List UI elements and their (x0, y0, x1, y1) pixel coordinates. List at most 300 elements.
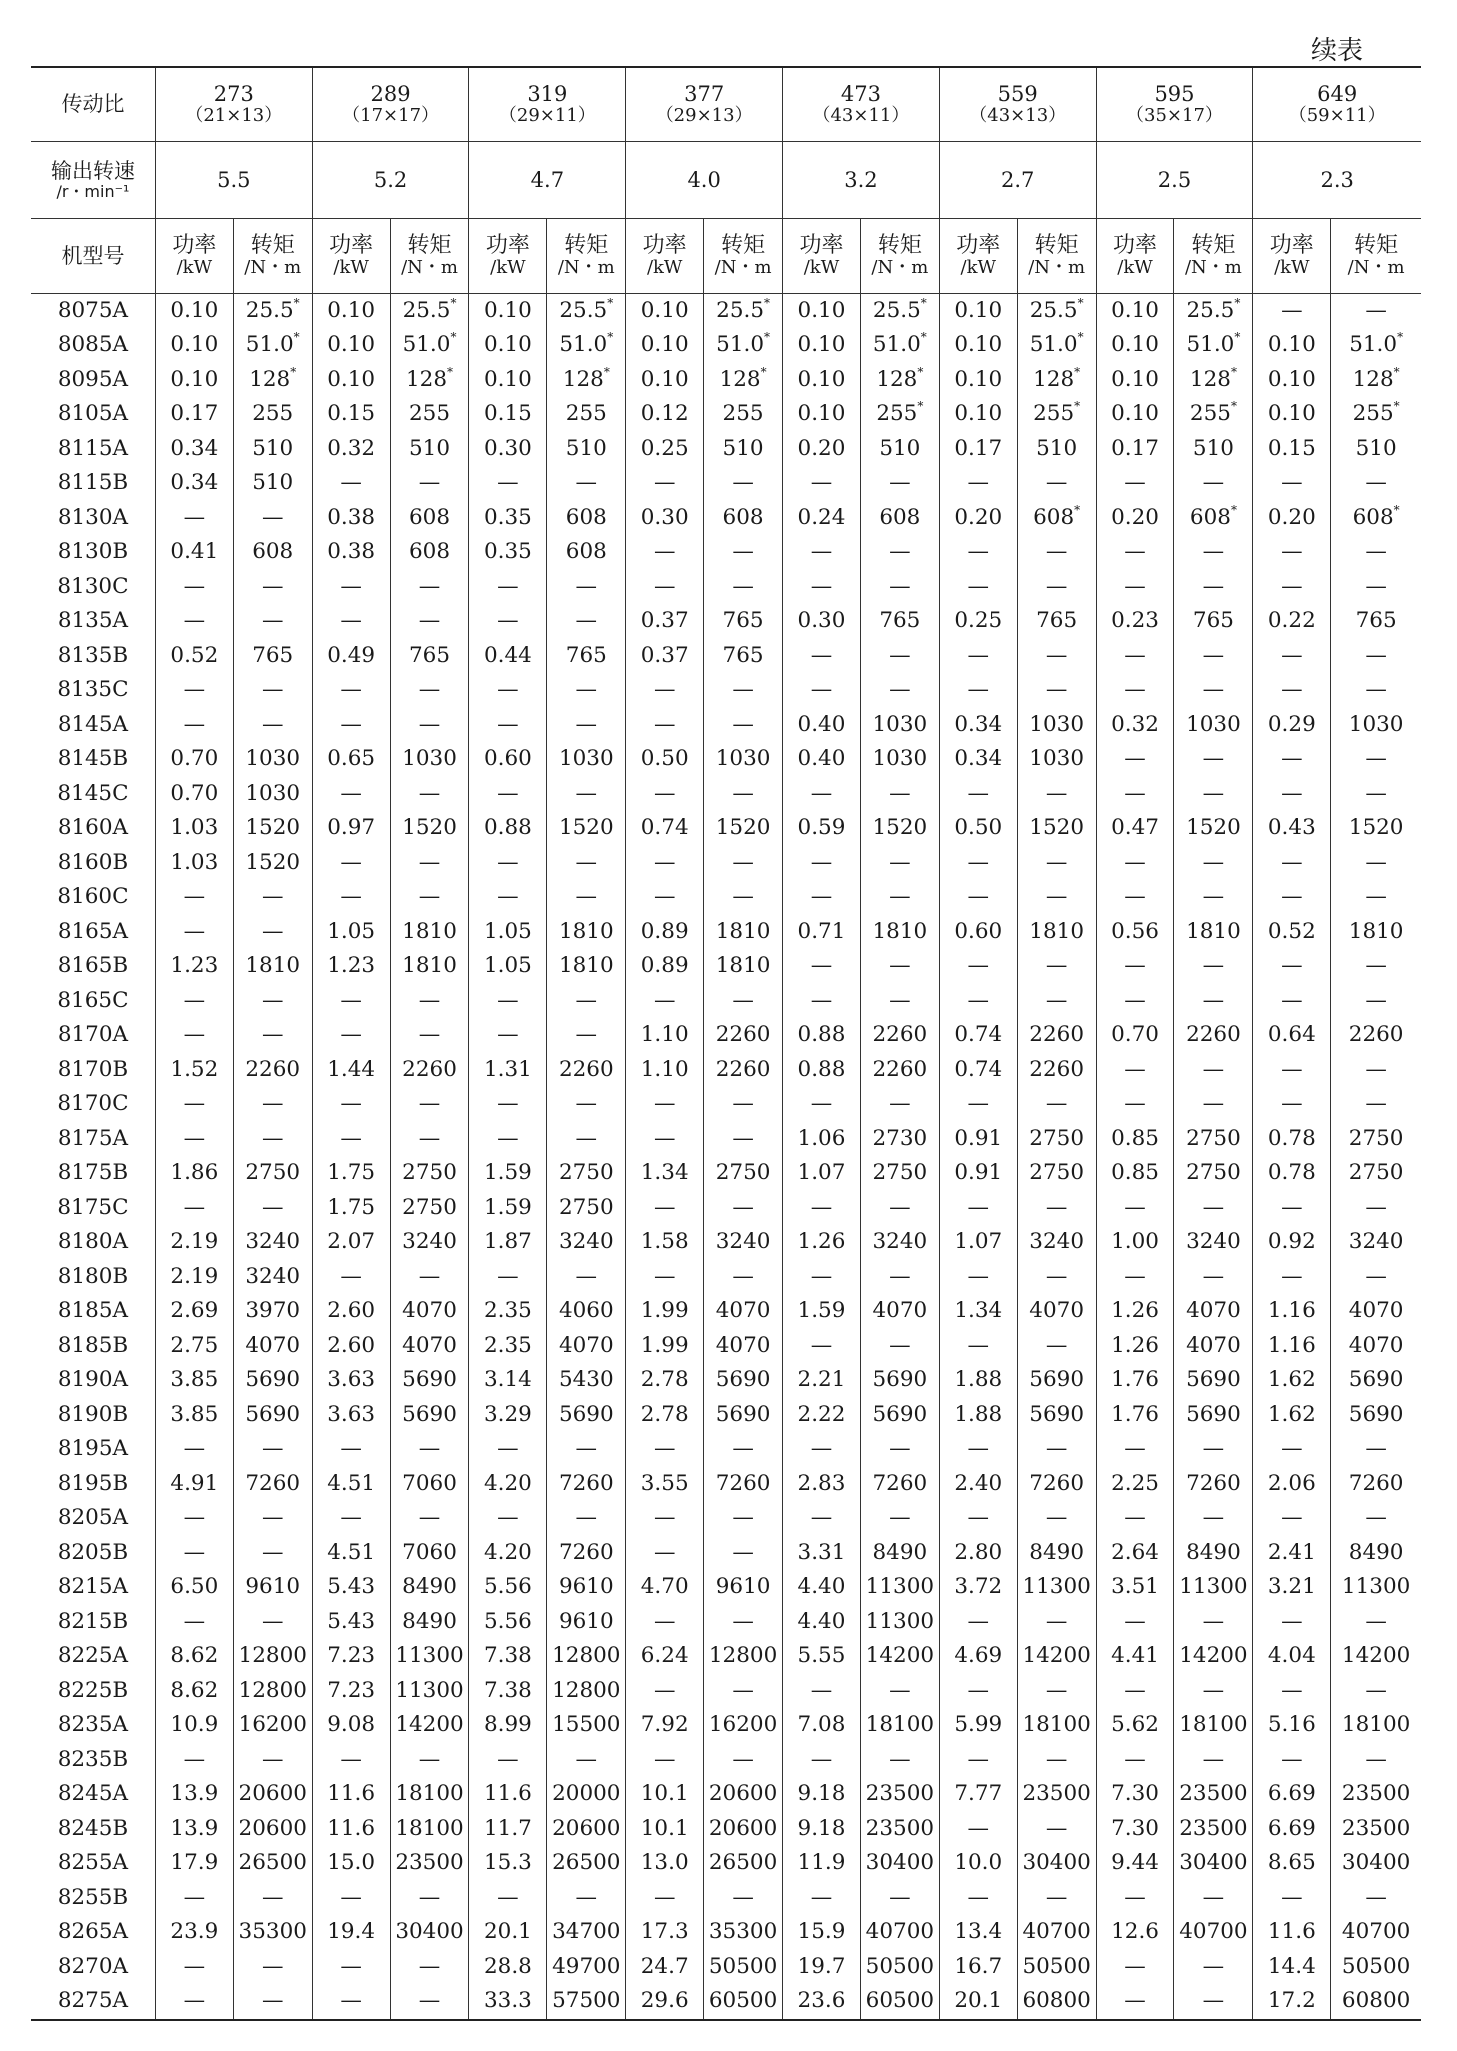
torque-cell: 608* (1174, 501, 1253, 536)
power-cell: — (626, 1536, 704, 1571)
torque-cell: 4070 (233, 1329, 312, 1364)
power-cell: 1.07 (939, 1226, 1017, 1261)
torque-cell: 20600 (704, 1778, 783, 1813)
torque-cell: 30400 (1331, 1847, 1421, 1882)
power-cell: — (155, 984, 233, 1019)
power-cell: 0.15 (469, 398, 547, 433)
model-cell: 8130B (57, 539, 129, 565)
power-cell: — (783, 881, 861, 916)
power-cell: 2.35 (469, 1329, 547, 1364)
torque-cell: 1520 (390, 812, 469, 847)
speed-value: 5.2 (312, 142, 469, 219)
torque-cell: 2750 (1174, 1122, 1253, 1157)
torque-cell: 8490 (390, 1605, 469, 1640)
table-row (31, 1916, 1421, 1951)
torque-cell: 26500 (547, 1847, 626, 1882)
power-cell: — (1096, 1605, 1174, 1640)
torque-cell: 3240 (233, 1226, 312, 1261)
power-cell: — (155, 708, 233, 743)
power-cell: 0.30 (783, 605, 861, 640)
power-cell: 5.56 (469, 1605, 547, 1640)
torque-cell: — (1331, 294, 1421, 329)
torque-cell: — (1174, 1881, 1253, 1916)
power-cell: 2.40 (939, 1467, 1017, 1502)
power-cell: 4.40 (783, 1571, 861, 1606)
torque-cell: — (547, 1433, 626, 1468)
torque-cell: — (704, 777, 783, 812)
torque-cell: 11300 (390, 1674, 469, 1709)
power-cell: — (939, 1191, 1017, 1226)
power-cell: 0.49 (312, 639, 390, 674)
torque-cell: 23500 (860, 1778, 939, 1813)
power-cell: 9.18 (783, 1778, 861, 1813)
torque-cell: — (547, 881, 626, 916)
power-cell: 13.9 (155, 1778, 233, 1813)
power-cell: — (939, 639, 1017, 674)
power-cell: 7.23 (312, 1674, 390, 1709)
ratio-value: 649 (1317, 82, 1358, 107)
torque-cell: 60500 (704, 1985, 783, 2021)
model-cell: 8145B (57, 746, 129, 772)
power-cell: — (626, 1674, 704, 1709)
torque-cell: — (390, 777, 469, 812)
torque-cell: 40700 (860, 1916, 939, 1951)
torque-cell: — (233, 1985, 312, 2021)
torque-cell: 1810 (390, 950, 469, 985)
torque-unit: /N・m (714, 257, 772, 279)
torque-cell: — (860, 1260, 939, 1295)
power-cell: — (626, 881, 704, 916)
power-unit-header (1096, 219, 1174, 294)
power-cell: — (1253, 467, 1331, 502)
torque-cell: 7060 (390, 1467, 469, 1502)
power-cell: 1.99 (626, 1329, 704, 1364)
torque-cell: — (233, 1433, 312, 1468)
torque-cell: — (233, 1536, 312, 1571)
model-cell: 8180B (57, 1263, 129, 1289)
torque-cell: — (233, 1950, 312, 1985)
power-cell: 0.89 (626, 950, 704, 985)
power-cell: 0.10 (1096, 329, 1174, 364)
torque-cell: 608* (1331, 501, 1421, 536)
ratio-value: 559 (997, 82, 1038, 107)
power-cell: 0.15 (312, 398, 390, 433)
power-cell: 0.85 (1096, 1157, 1174, 1192)
power-cell: 1.16 (1253, 1295, 1331, 1330)
table-row (31, 1709, 1421, 1744)
power-cell: — (1096, 984, 1174, 1019)
ratio-header-row (31, 67, 1421, 142)
power-cell: 28.8 (469, 1950, 547, 1985)
torque-cell: 4070 (1174, 1329, 1253, 1364)
power-cell: 20.1 (939, 1985, 1017, 2021)
torque-cell: 2750 (1017, 1157, 1096, 1192)
torque-cell: 14200 (1174, 1640, 1253, 1675)
torque-cell: 3240 (1017, 1226, 1096, 1261)
torque-label: 转矩 (407, 233, 452, 258)
power-cell: 4.04 (1253, 1640, 1331, 1675)
torque-cell: — (547, 467, 626, 502)
power-cell: 3.51 (1096, 1571, 1174, 1606)
power-cell: 13.0 (626, 1847, 704, 1882)
power-cell: 0.74 (939, 1053, 1017, 1088)
torque-cell: — (1017, 1191, 1096, 1226)
torque-cell: 11300 (860, 1605, 939, 1640)
power-cell: — (626, 984, 704, 1019)
torque-cell: 2260 (390, 1053, 469, 1088)
torque-cell: 510 (233, 432, 312, 467)
torque-cell: — (860, 639, 939, 674)
power-cell: — (1253, 950, 1331, 985)
power-cell: 0.10 (155, 363, 233, 398)
torque-cell: 34700 (547, 1916, 626, 1951)
torque-cell: 1520 (860, 812, 939, 847)
ratio-combo: （29×13） (655, 105, 753, 127)
torque-cell: — (1174, 1260, 1253, 1295)
power-cell: 0.10 (626, 363, 704, 398)
model-cell: 8275A (31, 1985, 155, 2021)
torque-cell: — (547, 1122, 626, 1157)
torque-cell: — (860, 570, 939, 605)
power-cell: 1.23 (155, 950, 233, 985)
table-row (31, 1847, 1421, 1882)
torque-cell: — (1331, 1743, 1421, 1778)
torque-cell: — (547, 605, 626, 640)
torque-cell: — (390, 674, 469, 709)
table-row (31, 881, 1421, 916)
torque-cell: 9610 (233, 1571, 312, 1606)
torque-cell: 2750 (704, 1157, 783, 1192)
power-cell: — (155, 570, 233, 605)
torque-cell: 510 (233, 467, 312, 502)
torque-cell: 2260 (1017, 1053, 1096, 1088)
power-cell: 1.88 (939, 1364, 1017, 1399)
torque-cell: 60800 (1017, 1985, 1096, 2021)
power-cell: 1.99 (626, 1295, 704, 1330)
torque-cell: 14200 (860, 1640, 939, 1675)
power-cell: — (1096, 846, 1174, 881)
speed-value: 5.5 (155, 142, 312, 219)
torque-cell: 11300 (1174, 1571, 1253, 1606)
model-cell: 8215A (57, 1574, 129, 1600)
power-cell: 0.30 (626, 501, 704, 536)
model-cell: 8185B (57, 1332, 129, 1358)
power-cell: 7.08 (783, 1709, 861, 1744)
power-cell: — (1096, 1674, 1174, 1709)
torque-cell: 1030 (233, 743, 312, 778)
table-row (31, 363, 1421, 398)
torque-cell: — (1174, 1674, 1253, 1709)
power-cell: 1.03 (155, 812, 233, 847)
power-cell: 1.10 (626, 1019, 704, 1054)
power-cell: — (1253, 1433, 1331, 1468)
power-cell: 1.44 (312, 1053, 390, 1088)
power-unit-header (312, 219, 390, 294)
power-cell: 0.10 (1096, 363, 1174, 398)
torque-cell: 9610 (704, 1571, 783, 1606)
power-cell: 8.65 (1253, 1847, 1331, 1882)
torque-cell: — (1174, 1950, 1253, 1985)
torque-cell: 60500 (860, 1985, 939, 2021)
power-cell: 9.08 (312, 1709, 390, 1744)
ratio-value: 473 (840, 82, 881, 107)
torque-cell: 51.0* (547, 329, 626, 364)
torque-cell: 11300 (1017, 1571, 1096, 1606)
power-unit: /kW (333, 257, 369, 279)
model-cell: 8190A (57, 1367, 129, 1393)
power-cell: 0.34 (939, 743, 1017, 778)
torque-cell: — (1174, 881, 1253, 916)
torque-cell: 608 (860, 501, 939, 536)
torque-cell: — (860, 1674, 939, 1709)
model-cell: 8145A (57, 711, 129, 737)
table-row (31, 536, 1421, 571)
ratio-value: 289 (370, 82, 411, 107)
torque-cell: — (547, 570, 626, 605)
power-cell: 0.10 (469, 329, 547, 364)
torque-cell: 1810 (233, 950, 312, 985)
model-cell: 8265A (57, 1919, 129, 1945)
power-cell: — (1253, 1502, 1331, 1537)
power-label: 功率 (485, 233, 530, 258)
torque-cell: — (1331, 1053, 1421, 1088)
torque-cell: 18100 (1017, 1709, 1096, 1744)
speed-value: 3.2 (783, 142, 940, 219)
power-cell: 0.92 (1253, 1226, 1331, 1261)
power-cell: 3.63 (312, 1364, 390, 1399)
torque-cell: — (704, 1088, 783, 1123)
torque-cell: 20600 (547, 1812, 626, 1847)
power-unit-header (783, 219, 861, 294)
torque-cell: — (704, 536, 783, 571)
power-cell: 1.16 (1253, 1329, 1331, 1364)
power-cell: 7.38 (469, 1640, 547, 1675)
torque-cell: 2260 (547, 1053, 626, 1088)
torque-cell: 18100 (390, 1812, 469, 1847)
power-cell: 0.23 (1096, 605, 1174, 640)
torque-cell: 1810 (704, 950, 783, 985)
torque-cell: — (1331, 1502, 1421, 1537)
power-cell: 2.78 (626, 1364, 704, 1399)
torque-cell: 1030 (233, 777, 312, 812)
table-row (31, 1226, 1421, 1261)
torque-cell: 128* (860, 363, 939, 398)
power-cell: 24.7 (626, 1950, 704, 1985)
torque-cell: 510 (860, 432, 939, 467)
model-cell: 8165B (57, 953, 129, 979)
torque-cell: — (1174, 1502, 1253, 1537)
power-cell: — (783, 1433, 861, 1468)
torque-cell: — (1331, 674, 1421, 709)
torque-unit: /N・m (244, 257, 302, 279)
model-cell: 8135B (57, 642, 129, 668)
power-cell: 1.59 (469, 1157, 547, 1192)
continued-label: 续表 (1310, 36, 1363, 66)
power-cell: — (155, 1605, 233, 1640)
torque-cell: — (233, 570, 312, 605)
torque-cell: — (390, 1019, 469, 1054)
torque-cell: 18100 (390, 1778, 469, 1813)
power-cell: — (626, 1260, 704, 1295)
power-cell: — (469, 570, 547, 605)
power-cell: — (626, 536, 704, 571)
torque-cell: — (1017, 570, 1096, 605)
table-row (31, 950, 1421, 985)
power-cell: 0.10 (939, 363, 1017, 398)
model-cell: 8225A (57, 1643, 129, 1669)
torque-cell: — (704, 1674, 783, 1709)
power-cell: — (312, 1985, 390, 2021)
power-cell: 1.05 (469, 950, 547, 985)
torque-cell: — (704, 674, 783, 709)
torque-cell: 3240 (547, 1226, 626, 1261)
power-cell: 0.10 (155, 294, 233, 329)
torque-cell: 2750 (1017, 1122, 1096, 1157)
torque-cell: 4070 (1331, 1295, 1421, 1330)
torque-cell: 5690 (233, 1364, 312, 1399)
torque-cell: 1520 (1174, 812, 1253, 847)
power-cell: 5.16 (1253, 1709, 1331, 1744)
torque-cell: 1030 (860, 743, 939, 778)
torque-cell: 3240 (860, 1226, 939, 1261)
power-cell: 0.52 (1253, 915, 1331, 950)
power-cell: 1.59 (469, 1191, 547, 1226)
model-cell: 8135C (57, 677, 129, 703)
torque-cell: — (233, 1122, 312, 1157)
power-cell: 2.41 (1253, 1536, 1331, 1571)
power-cell: 0.25 (939, 605, 1017, 640)
torque-cell: 128* (1331, 363, 1421, 398)
power-cell: 7.30 (1096, 1812, 1174, 1847)
torque-cell: 2750 (1174, 1157, 1253, 1192)
power-cell: — (469, 1019, 547, 1054)
torque-unit-header (390, 219, 469, 294)
model-cell: 8095A (57, 366, 129, 392)
power-cell: 0.64 (1253, 1019, 1331, 1054)
torque-cell: — (704, 1743, 783, 1778)
power-cell: 1.76 (1096, 1398, 1174, 1433)
model-cell: 8215B (57, 1608, 129, 1634)
power-cell: — (783, 1088, 861, 1123)
torque-cell: 1810 (1174, 915, 1253, 950)
ratio-combo: （35×17） (1126, 105, 1223, 127)
model-cell: 8245B (57, 1815, 129, 1841)
table-row (31, 1985, 1421, 2021)
power-cell: — (155, 1088, 233, 1123)
power-unit: /kW (803, 257, 840, 279)
ratio-header-cell (469, 67, 626, 142)
power-cell: 0.43 (1253, 812, 1331, 847)
table-row (31, 1398, 1421, 1433)
power-cell: 5.43 (312, 1605, 390, 1640)
power-cell: 0.88 (783, 1019, 861, 1054)
torque-unit: /N・m (401, 257, 458, 279)
torque-cell: — (233, 1088, 312, 1123)
torque-cell: 255* (1017, 398, 1096, 433)
table-row (31, 1605, 1421, 1640)
power-cell: 7.92 (626, 1709, 704, 1744)
power-cell: 0.74 (626, 812, 704, 847)
table-row (31, 743, 1421, 778)
power-cell: — (783, 777, 861, 812)
model-cell: 8105A (57, 401, 129, 427)
torque-cell: 255* (1174, 398, 1253, 433)
torque-cell: 7260 (1174, 1467, 1253, 1502)
power-cell: — (1096, 536, 1174, 571)
torque-cell: 2260 (704, 1053, 783, 1088)
power-cell: 0.10 (939, 329, 1017, 364)
power-cell: 7.77 (939, 1778, 1017, 1813)
torque-cell: 5690 (860, 1364, 939, 1399)
torque-cell: — (704, 467, 783, 502)
ratio-header-cell (155, 67, 312, 142)
model-cell: 8115B (57, 470, 129, 496)
table-row (31, 1433, 1421, 1468)
power-cell: — (783, 846, 861, 881)
torque-cell: — (1331, 1191, 1421, 1226)
torque-cell: 608 (390, 501, 469, 536)
power-cell: — (939, 1674, 1017, 1709)
torque-cell: 50500 (1331, 1950, 1421, 1985)
torque-cell: 608 (390, 536, 469, 571)
torque-cell: 1520 (704, 812, 783, 847)
power-cell: 17.2 (1253, 1985, 1331, 2021)
power-cell: 2.75 (155, 1329, 233, 1364)
power-cell: 1.26 (783, 1226, 861, 1261)
power-cell: 0.38 (312, 536, 390, 571)
torque-cell: — (390, 846, 469, 881)
torque-cell: 5690 (1331, 1364, 1421, 1399)
torque-cell: 23500 (1174, 1778, 1253, 1813)
power-cell: — (1096, 674, 1174, 709)
torque-cell: — (233, 1881, 312, 1916)
power-cell: 23.6 (783, 1985, 861, 2021)
power-cell: 15.3 (469, 1847, 547, 1882)
power-cell: — (312, 1950, 390, 1985)
power-cell: — (469, 1433, 547, 1468)
torque-cell: — (390, 605, 469, 640)
torque-cell: — (1017, 881, 1096, 916)
power-cell: 10.1 (626, 1812, 704, 1847)
power-label: 功率 (1269, 233, 1314, 258)
power-unit: /kW (960, 257, 996, 279)
torque-cell: 1810 (860, 915, 939, 950)
power-cell: 1.05 (312, 915, 390, 950)
table-row (31, 501, 1421, 536)
torque-cell: 1810 (547, 915, 626, 950)
power-cell: — (155, 1502, 233, 1537)
power-cell: — (1253, 1881, 1331, 1916)
power-cell: 1.52 (155, 1053, 233, 1088)
power-cell: 0.10 (1253, 329, 1331, 364)
power-cell: 2.07 (312, 1226, 390, 1261)
power-cell: — (469, 777, 547, 812)
torque-cell: — (547, 1881, 626, 1916)
torque-cell: 608 (547, 501, 626, 536)
torque-cell: 5690 (390, 1364, 469, 1399)
torque-cell: — (1174, 1053, 1253, 1088)
torque-unit: /N・m (1347, 257, 1405, 279)
torque-cell: 51.0* (233, 329, 312, 364)
power-cell: — (783, 674, 861, 709)
power-cell: 3.85 (155, 1398, 233, 1433)
power-cell: 4.69 (939, 1640, 1017, 1675)
ratio-header-cell (783, 67, 940, 142)
power-cell: — (1096, 639, 1174, 674)
power-cell: — (939, 1743, 1017, 1778)
torque-cell: — (860, 536, 939, 571)
torque-cell: 23500 (1017, 1778, 1096, 1813)
